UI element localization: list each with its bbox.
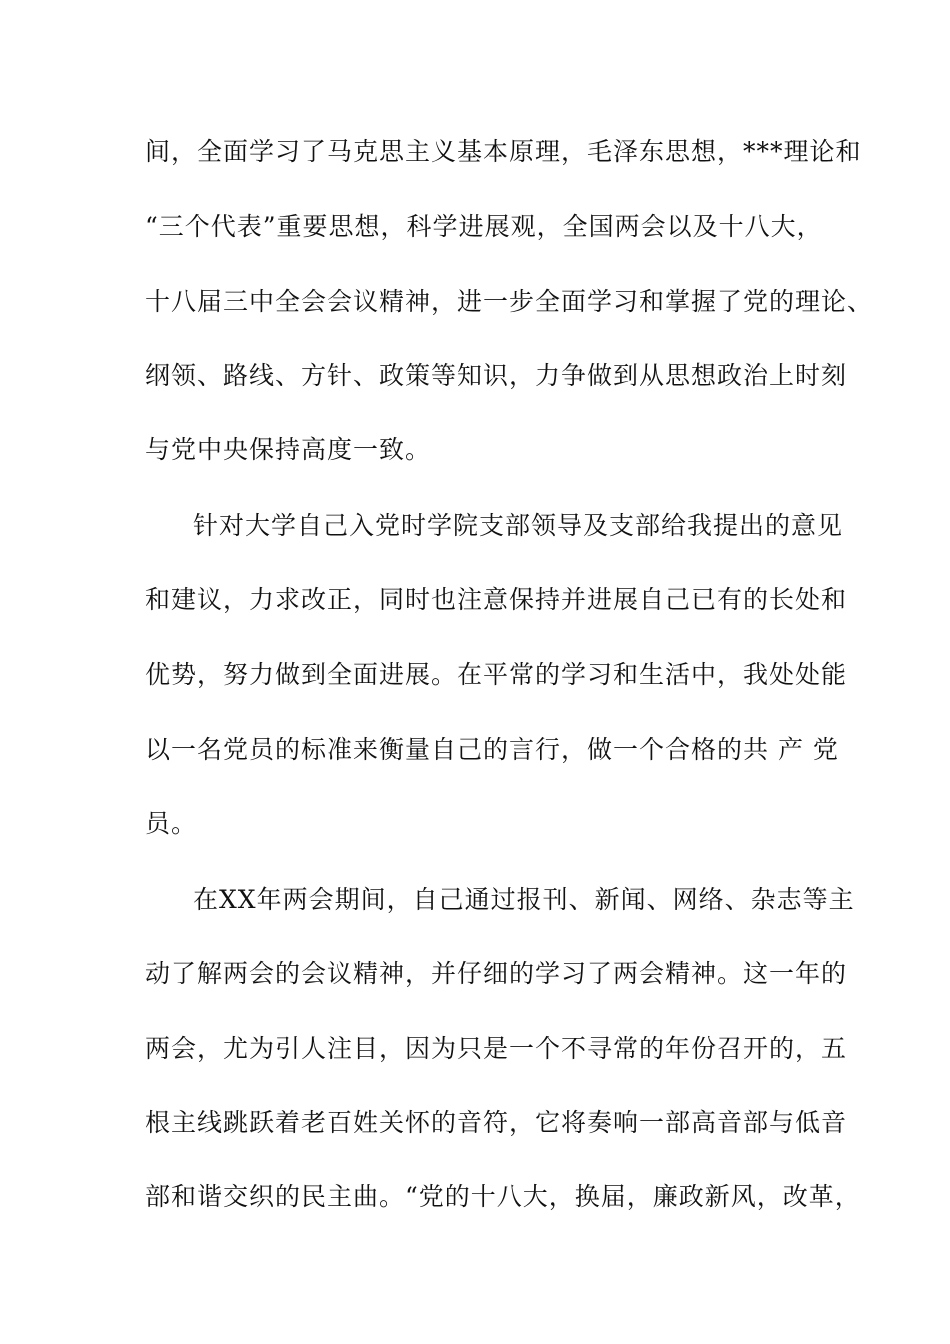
text-line: 纲领、路线、方针、政策等知识，力争做到从思想政治上时刻 — [145, 361, 848, 390]
text-line: 针对大学自己入党时学院支部领导及支部给我提出的意见 — [193, 511, 844, 540]
text-line: 两会，尤为引人注目，因为只是一个不寻常的年份召开的，五 — [145, 1034, 848, 1063]
text-line: 员。 — [145, 809, 198, 838]
text-line: 与党中央保持高度一致。 — [145, 435, 432, 464]
text-line: 动了解两会的会议精神，并仔细的学习了两会精神。这一年的 — [145, 959, 848, 988]
text-line: 和建议，力求改正，同时也注意保持并进展自己已有的长处和 — [145, 585, 848, 614]
text-line: “三个代表”重要思想，科学进展观，全国两会以及十八大， — [145, 212, 823, 241]
text-line: 优势，努力做到全面进展。在平常的学习和生活中，我处处能 — [145, 660, 848, 689]
text-line: 十八届三中全会会议精神，进一步全面学习和掌握了党的理论、 — [145, 287, 874, 316]
text-line: 部和谐交织的民主曲。“党的十八大，换届，廉政新风，改革， — [145, 1182, 861, 1211]
text-line: 间，全面学习了马克思主义基本原理，毛泽东思想，***理论和 — [145, 137, 862, 166]
text-line: 以一名党员的标准来衡量自己的言行，做一个合格的共 产 党 — [145, 735, 839, 764]
text-line: 在XX年两会期间，自己通过报刊、新闻、网络、杂志等主 — [193, 885, 855, 914]
text-line: 根主线跳跃着老百姓关怀的音符，它将奏响一部高音部与低音 — [145, 1108, 848, 1137]
